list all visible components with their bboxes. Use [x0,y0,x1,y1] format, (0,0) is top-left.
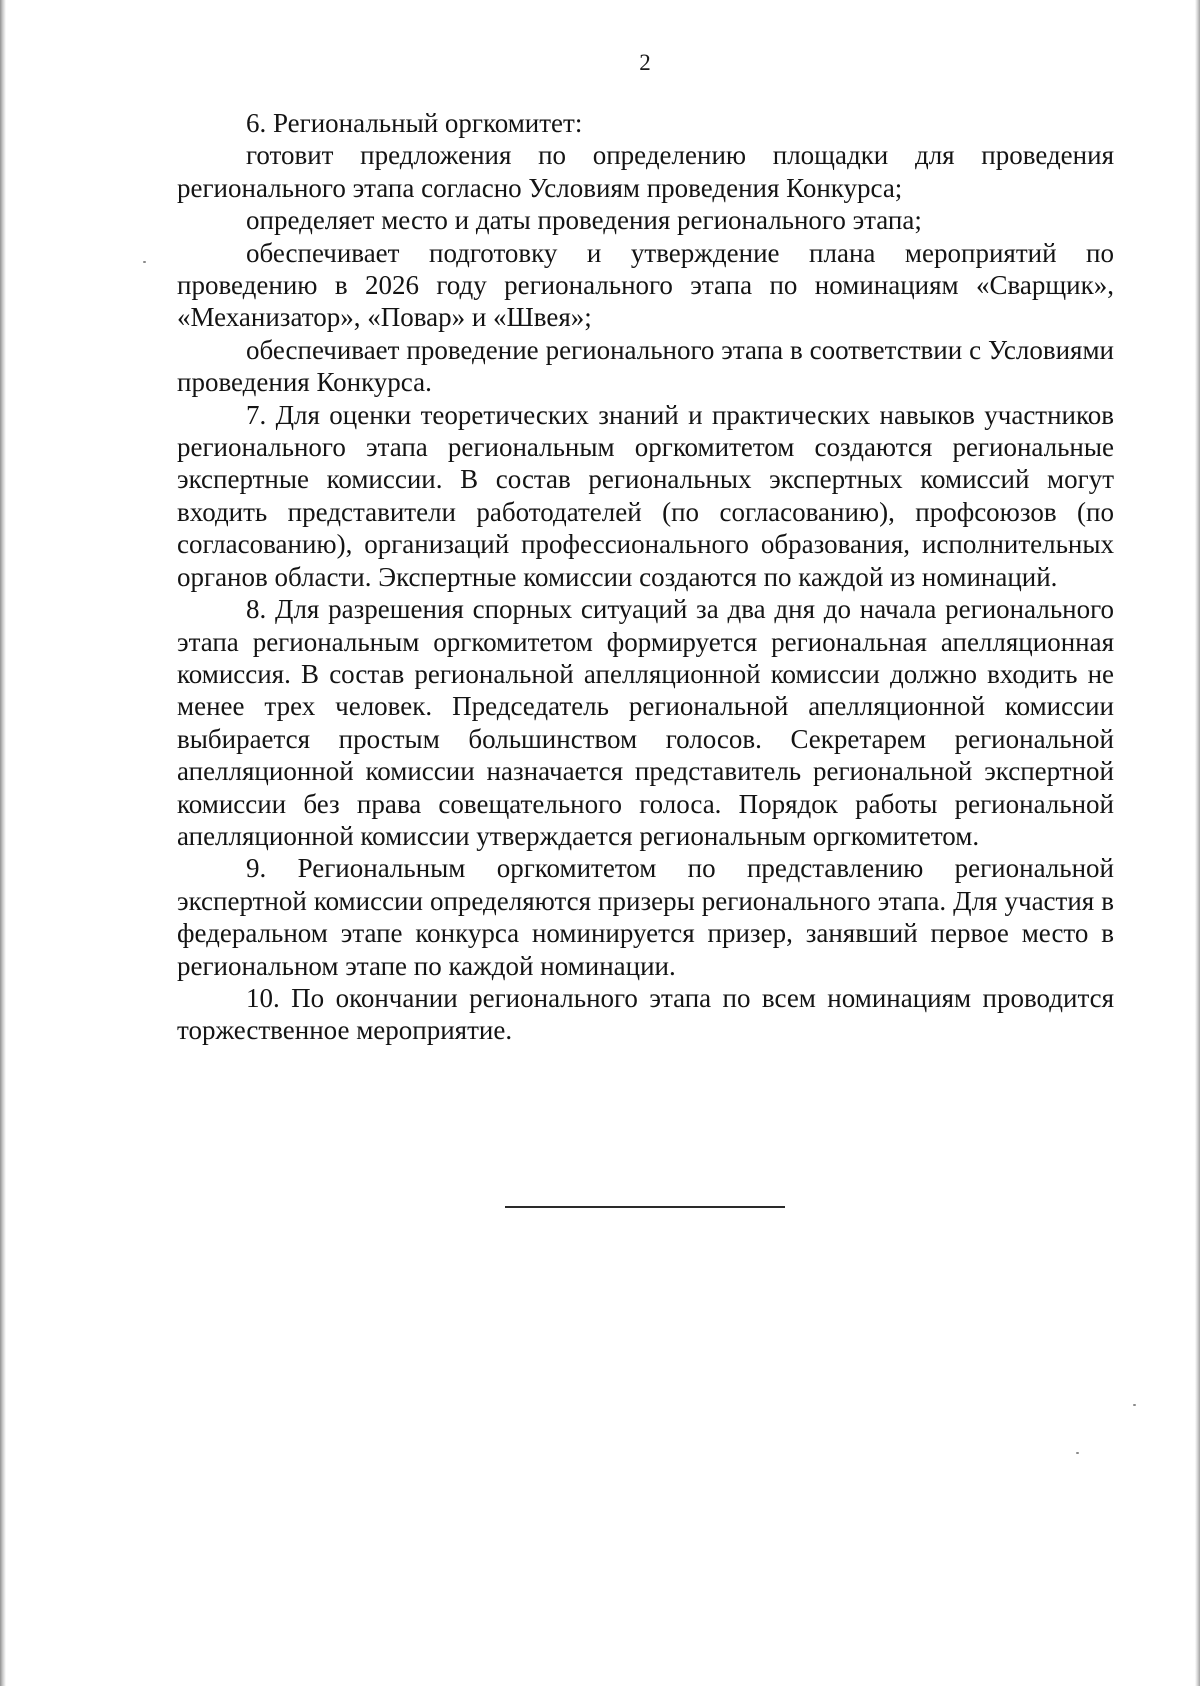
paragraph-6-item-conduct: обеспечивает проведение регионального этапа в соответствии с Условиями проведения Конкурса. [177,334,1114,398]
paragraph-9-winners: 9. Региональным оргкомитетом по представлению региональной экспертной комиссии определяются призеры регионального этапа. Для участия в федеральном этапе конкурса номинируется призер, занявший первое место в региональном этапе по каждой номинации. [177,853,1114,981]
scan-speck [143,261,146,263]
scan-speck [1133,1404,1136,1406]
page-number: 2 [639,50,651,75]
paragraph-8-appeal-commission: 8. Для разрешения спорных ситуаций за два дня до начала регионального этапа региональным оргкомитетом формируется региональная апелляционная комиссия. В состав региональной апелляционной комиссии должно входить не менее трех человек. Председатель региональной апелляционной комиссии выбирается простым большинством голосов. Секретарем региональной апелляционной комиссии назначается представитель региональной экспертной комиссии без права совещательного голоса. Порядок работы региональной апелляционной комиссии утверждается региональным оргкомитетом. [177,594,1114,851]
document-body [177,107,1114,1047]
end-separator-line [505,1206,785,1208]
scan-speck [1076,1452,1079,1454]
paragraph-6-item-plan: обеспечивает подготовку и утверждение плана мероприятий по проведению в 2026 году регионального этапа по номинациям «Сварщик», «Механизатор», «Повар» и «Швея»; [177,237,1114,333]
paragraph-6-heading: 6. Региональный оргкомитет: [246,108,583,138]
paragraph-10-ceremony: 10. По окончании регионального этапа по всем номинациям проводится торжественное мероприятие. [177,982,1114,1046]
paragraph-7-expert-commissions: 7. Для оценки теоретических знаний и практических навыков участников регионального этапа региональным оргкомитетом создаются региональные экспертные комиссии. В состав региональных экспертных комиссий могут входить представители работодателей (по согласованию), профсоюзов (по согласованию), организаций профессионального образования, исполнительных органов области. Экспертные комиссии создаются по каждой из номинаций. [177,399,1114,592]
paragraph-6-item-proposals: готовит предложения по определению площадки для проведения регионального этапа согласно Условиям проведения Конкурса; [177,140,1114,203]
scan-edge-right [1195,0,1200,1686]
paragraph-6-item-place-dates: определяет место и даты проведения регионального этапа; [246,205,922,236]
scan-edge-left [0,0,6,1686]
